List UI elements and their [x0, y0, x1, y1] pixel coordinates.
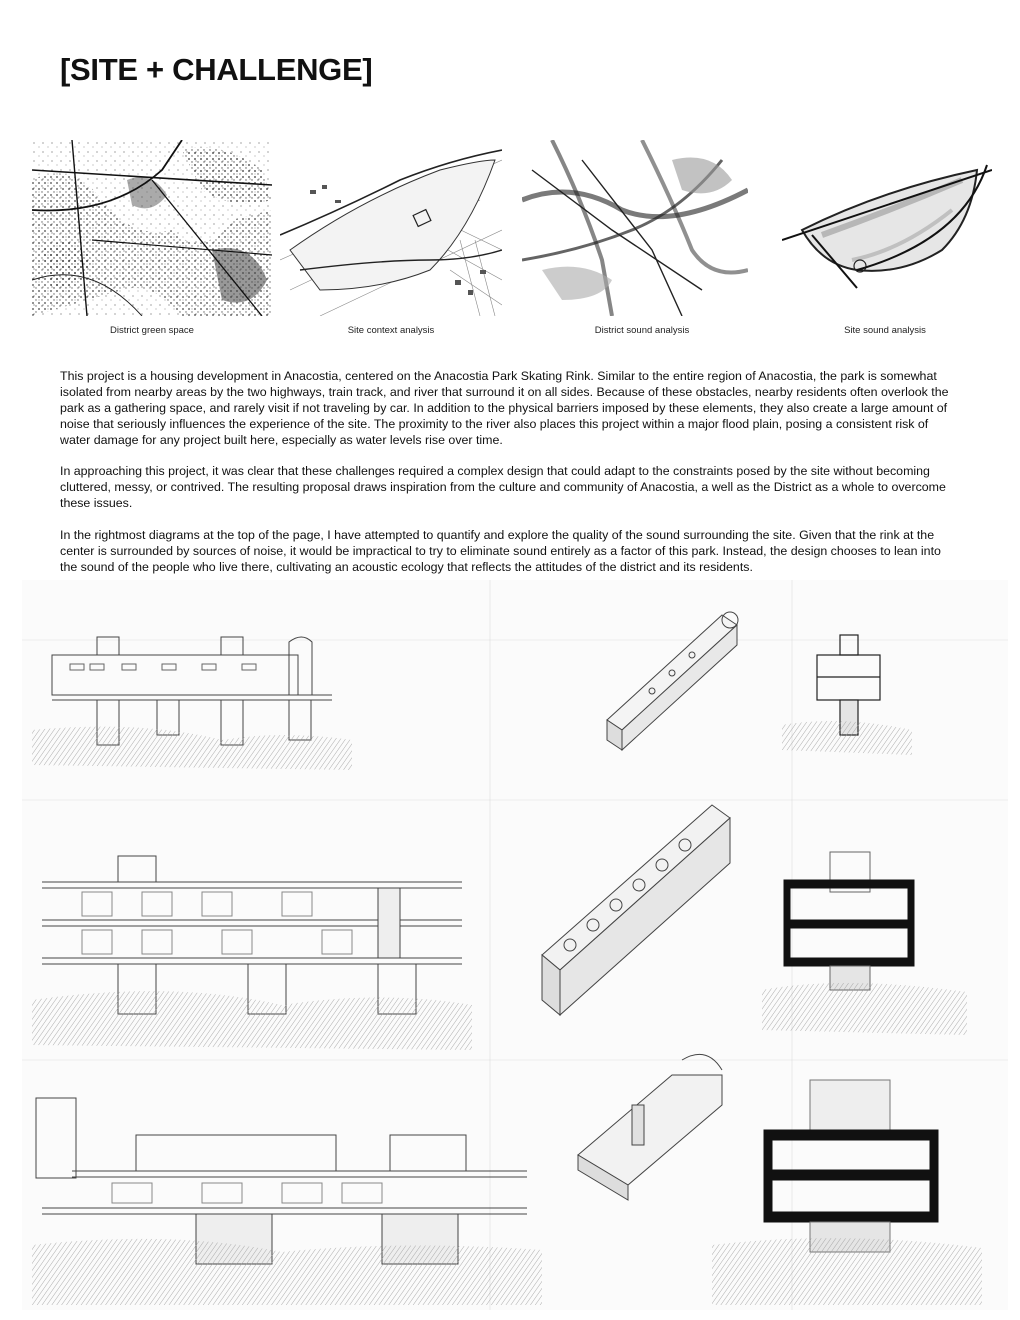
diagram-caption: District sound analysis	[594, 325, 690, 336]
pencil-elevation-sheet-icon	[22, 580, 1008, 1310]
diagram-caption: District green space	[110, 325, 194, 336]
diagram-caption: Site context analysis	[347, 325, 435, 336]
page-title: [SITE + CHALLENGE]	[60, 52, 373, 87]
site-sound-map-icon	[782, 140, 992, 316]
body-paragraph: In approaching this project, it was clear that these challenges required a complex design that could adapt to the constraints posed by the site without becoming cluttered, messy, or contrived. The resulting proposal draws inspiration from the culture and community of Anacostia, a well as the District as a whole to overcome these issues.	[60, 464, 946, 510]
body-paragraph: In the rightmost diagrams at the top of the page, I have attempted to quantify and explore the quality of the sound surrounding the site. Given that the rink at the center is surrounded by sources of noise, it would be impractical to try to eliminate sound entirely as a factor of this park. Instead, the design chooses to lean into the sound of the people who live there, cultivating an acoustic ecology that reflects the attitudes of the district and its residents.	[60, 528, 941, 574]
site-context-map-icon	[280, 140, 502, 316]
body-paragraph: This project is a housing development in Anacostia, centered on the Anacostia Park Skating Rink. Similar to the entire region of Anacostia, the park is somewhat isolated from nearby areas by the two highways, train track, and river that surround it on all sides. Because of these obstacles, nearby residents often overlook the park as a gathering space, and rarely visit if not traveling by car. In addition to the physical barriers imposed by these elements, they also create a large amount of noise that seriously influences the experience of the site. The proximity to the river also places this project within a major flood plain, posing a consistent risk of water damage for any project built here, especially as water levels rise over time.	[60, 369, 949, 447]
sound-map-icon	[522, 140, 748, 316]
green-space-map-icon	[32, 140, 272, 316]
diagram-caption: Site sound analysis	[844, 325, 926, 336]
